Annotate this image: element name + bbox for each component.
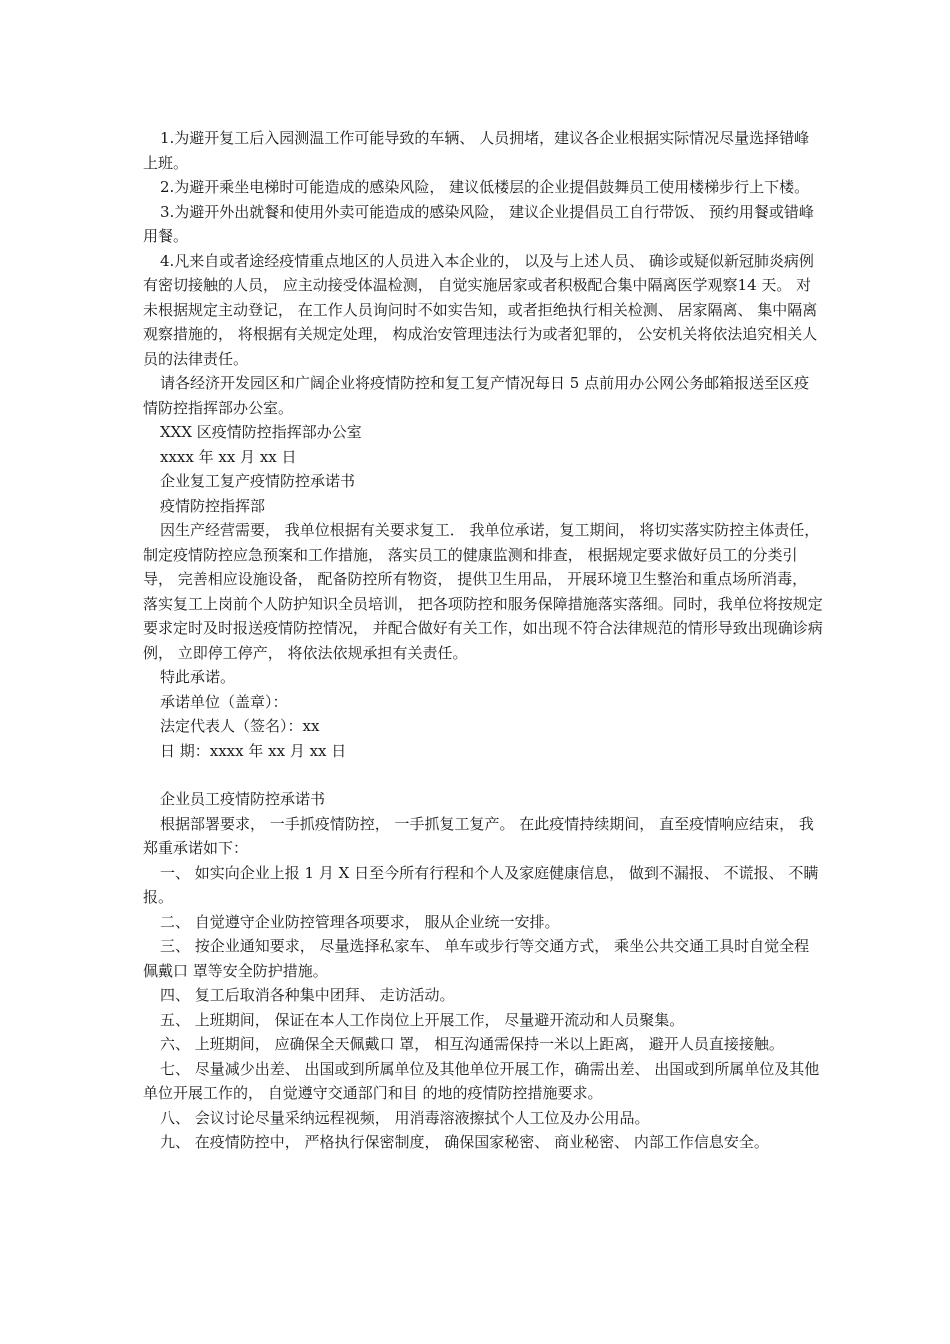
notice-item-1: 1.为避开复工后入园测温工作可能导致的车辆、 人员拥堵，建议各企业根据实际情况尽量选择错峰上班。	[143, 129, 810, 172]
document-body	[143, 126, 823, 1155]
commitment1-unit: 承诺单位（盖章）：	[160, 692, 288, 711]
section-gap	[143, 763, 823, 787]
commitment2-title: 企业员工疫情防控承诺书	[160, 790, 326, 808]
commitment1-title: 企业复工复产疫情防控承诺书	[160, 472, 356, 490]
notice-item-3: 3.为避开外出就餐和使用外卖可能造成的感染风险， 建议企业提倡员工自行带饭、 预约用餐或错峰用餐。	[143, 202, 814, 245]
notice-issuer: XXX 区疫情防控指挥部办公室	[160, 423, 362, 441]
commitment2-item-2: 二、 自觉遵守企业防控管理各项要求， 服从企业统一安排。	[160, 912, 560, 931]
notice-item-2: 2.为避开乘坐电梯时可能造成的感染风险， 建议低楼层的企业提倡鼓舞员工使用楼梯步行上下楼。	[160, 178, 810, 196]
commitment1-closing: 特此承诺。	[160, 668, 236, 686]
commitment1-date: 日 期：xxxx 年 xx 月 xx 日	[160, 741, 347, 760]
commitment2-item-5: 五、 上班期间， 保证在本人工作岗位上开展工作， 尽量避开流动和人员聚集。	[160, 1010, 685, 1029]
commitment2-intro: 根据部署要求， 一手抓疫情防控， 一手抓复工复产。 在此疫情持续期间， 直至疫情响应结束， 我郑重承诺如下：	[143, 814, 814, 857]
commitment1-body: 因生产经营需要， 我单位根据有关要求复工． 我单位承诺，复工期间， 将切实落实防控主体责任， 制定疫情防控应急预案和工作措施， 落实员工的健康监测和排查， 根据规定要求做好员工的分类引导， 完善相应设施设备， 配备防控所有物资， 提供卫生用品， 开展环境卫生整治和重点场所消毒， 落实复工上岗前个人防护知识全员培训， 把各项防控和服务保障措施落实落细。同时，我单位将按规定要求定时及时报送疫情防控情况， 并配合做好有关工作，如出现不符合法律规范的情形导致出现确诊病例， 立即停工停产， 将依法依规承担有关责任。	[143, 521, 825, 662]
commitment2-item-8: 八、 会议讨论尽量采纳远程视频， 用消毒溶液擦拭个人工位及办公用品。	[160, 1108, 650, 1127]
commitment1-addressee: 疫情防控指挥部	[160, 496, 266, 515]
notice-date: xxxx 年 xx 月 xx 日	[160, 447, 297, 466]
commitment1-representative: 法定代表人（签名）：xx	[160, 717, 320, 735]
commitment2-item-7: 七、 尽量减少出差、 出国或到所属单位及其他单位开展工作，确需出差、 出国或到所属单位及其他单位开展工作的， 自觉遵守交通部门和目 的地的疫情防控措施要求。	[143, 1059, 820, 1102]
commitment2-item-6: 六、 上班期间， 应确保全天佩戴口 罩， 相互沟通需保持一米以上距离， 避开人员直接接触。	[160, 1035, 784, 1053]
commitment2-item-1: 一、 如实向企业上报 1 月 X 日至今所有行程和个人及家庭健康信息， 做到不漏报、 不谎报、 不瞒报。	[143, 863, 819, 906]
commitment2-item-3: 三、 按企业通知要求， 尽量选择私家车、 单车或步行等交通方式， 乘坐公共交通工具时自觉全程佩戴口 罩等安全防护措施。	[143, 937, 810, 980]
commitment2-item-9: 九、 在疫情防控中， 严格执行保密制度， 确保国家秘密、 商业秘密、 内部工作信息安全。	[160, 1133, 769, 1151]
notice-request: 请各经济开发园区和广阔企业将疫情防控和复工复产情况每日 5 点前用办公网公务邮箱报送至区疫情防控指挥部办公室。	[143, 374, 810, 417]
commitment2-item-4: 四、 复工后取消各种集中团拜、 走访活动。	[160, 986, 455, 1004]
notice-item-4: 4.凡来自或者途经疫情重点地区的人员进入本企业的， 以及与上述人员、 确诊或疑似新冠肺炎病例有密切接触的人员， 应主动接受体温检测， 自觉实施居家或者积极配合集中隔离医学观察14 天。 对未根据规定主动登记， 在工作人员询问时不如实告知，或者拒绝执行相关检测、 居家隔离、 集中隔离观察措施的， 将根据有关规定处理， 构成治安管理违法行为或者犯罪的， 公安机关将依法追究相关人员的法律责任。	[143, 251, 818, 368]
